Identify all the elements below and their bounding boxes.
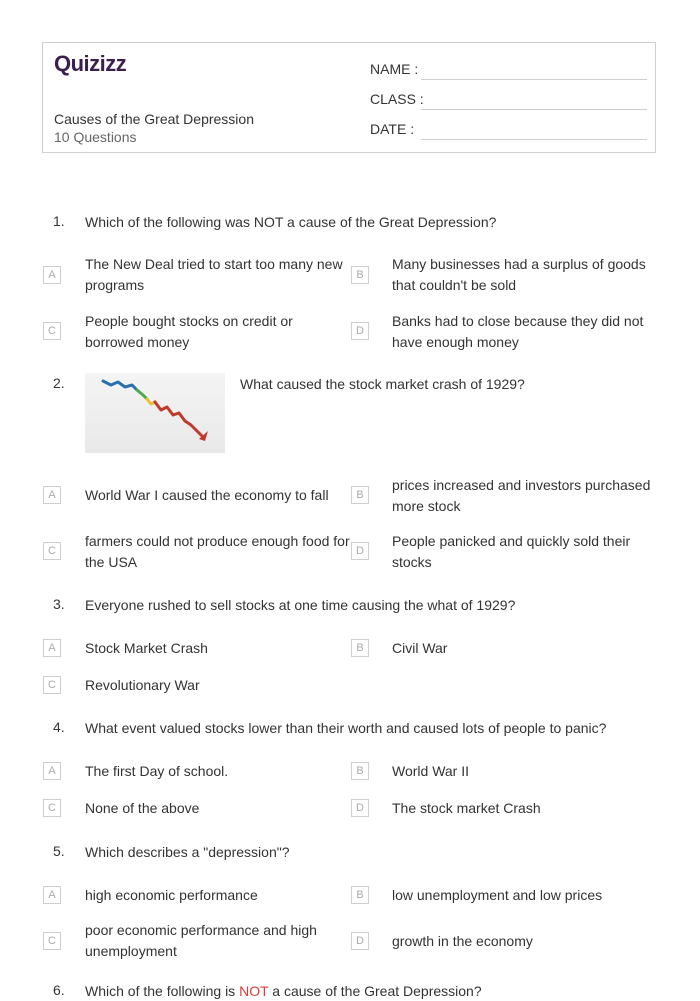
option-text[interactable]: high economic performance: [85, 887, 258, 903]
option-letter[interactable]: B: [351, 266, 369, 284]
question-count: 10 Questions: [54, 129, 137, 145]
option-letter[interactable]: B: [351, 639, 369, 657]
option-letter[interactable]: B: [351, 486, 369, 504]
option-text[interactable]: World War I caused the economy to fall: [85, 487, 329, 503]
option-letter[interactable]: C: [43, 932, 61, 950]
option-text[interactable]: Stock Market Crash: [85, 640, 208, 656]
question-text: What caused the stock market crash of 1929?: [240, 376, 525, 392]
option-letter[interactable]: C: [43, 799, 61, 817]
option-text[interactable]: prices increased and investors purchased more stock: [392, 477, 651, 514]
question-text: Which describes a "depression"?: [85, 844, 290, 860]
question-number: 5.: [53, 843, 65, 859]
question-number: 3.: [53, 596, 65, 612]
option-letter[interactable]: C: [43, 322, 61, 340]
question-text: [85, 981, 665, 1001]
worksheet-title: Causes of the Great Depression: [54, 111, 254, 127]
option-letter[interactable]: A: [43, 639, 61, 657]
option-text[interactable]: Civil War: [392, 640, 448, 656]
option-letter[interactable]: D: [351, 799, 369, 817]
date-line[interactable]: [421, 139, 647, 140]
option-text[interactable]: People panicked and quickly sold their stocks: [392, 533, 631, 570]
option-letter[interactable]: D: [351, 542, 369, 560]
option-letter[interactable]: A: [43, 486, 61, 504]
option-letter[interactable]: A: [43, 886, 61, 904]
question-number: 2.: [53, 375, 65, 391]
option-text[interactable]: World War II: [392, 763, 470, 779]
option-text[interactable]: People bought stocks on credit or borrowed money: [85, 313, 293, 350]
question-text: Everyone rushed to sell stocks at one time causing the what of 1929?: [85, 597, 516, 613]
name-line[interactable]: [421, 79, 647, 80]
option-letter[interactable]: A: [43, 762, 61, 780]
quizizz-logo: Quizizz: [54, 51, 127, 76]
name-label: NAME :: [370, 61, 419, 77]
option-text[interactable]: growth in the economy: [392, 933, 533, 949]
question-number: 4.: [53, 719, 65, 735]
question-text: What event valued stocks lower than their worth and caused lots of people to panic?: [85, 720, 607, 736]
option-letter[interactable]: B: [351, 886, 369, 904]
worksheet-header: [42, 42, 656, 153]
question-number: 1.: [53, 213, 65, 229]
question-text: Which of the following was NOT a cause of the Great Depression?: [85, 214, 497, 230]
question-text-highlight: NOT: [239, 983, 269, 999]
class-line[interactable]: [421, 109, 647, 110]
question-text-before: Which of the following is: [85, 983, 240, 999]
option-text[interactable]: The first Day of school.: [85, 763, 229, 779]
stock-crash-image: [85, 373, 225, 453]
option-text[interactable]: Revolutionary War: [85, 677, 200, 693]
option-letter[interactable]: A: [43, 266, 61, 284]
option-letter[interactable]: B: [351, 762, 369, 780]
stock-crash-line: [85, 373, 225, 453]
option-text[interactable]: The New Deal tried to start too many new programs: [85, 256, 343, 293]
date-label: DATE :: [370, 121, 415, 137]
option-text[interactable]: poor economic performance and high unemployment: [85, 922, 317, 959]
option-text[interactable]: farmers could not produce enough food for the USA: [85, 533, 350, 570]
option-text[interactable]: Many businesses had a surplus of goods that couldn't be sold: [392, 256, 646, 293]
option-text[interactable]: low unemployment and low prices: [392, 887, 603, 903]
option-letter[interactable]: D: [351, 932, 369, 950]
option-letter[interactable]: D: [351, 322, 369, 340]
option-text[interactable]: None of the above: [85, 800, 200, 816]
option-letter[interactable]: C: [43, 542, 61, 560]
question-number: 6.: [53, 982, 65, 998]
option-text[interactable]: Banks had to close because they did not have enough money: [392, 313, 644, 350]
class-label: CLASS :: [370, 91, 424, 107]
option-letter[interactable]: C: [43, 676, 61, 694]
question-text-after: a cause of the Great Depression?: [268, 983, 482, 999]
option-text[interactable]: The stock market Crash: [392, 800, 541, 816]
